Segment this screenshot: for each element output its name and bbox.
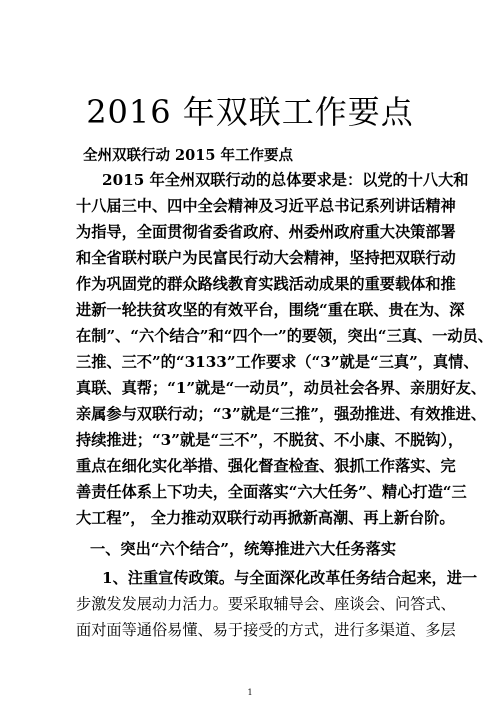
body-line: 面对面等通俗易懂、易于接受的方式，进行多渠道、多层 (76, 621, 456, 639)
document-title: 2016 年双联工作要点 (86, 93, 414, 131)
body-line: 大工程”， 全力推动双联行动再掀新高潮、再上新台阶。 (76, 509, 455, 527)
body-line: 为指导，全面贯彻省委省政府、州委州政府重大决策部署 (76, 223, 456, 241)
body-line: 重点在细化实化举措、强化督查检查、狠抓工作落实、完 (76, 457, 456, 475)
body-line: 持续推进；“3”就是“三不”，不脱贫、不小康、不脱钩）， (76, 431, 464, 449)
document-subtitle: 全州双联行动 2015 年工作要点 (83, 147, 293, 164)
body-line: 亲属参与双联行动；“3”就是“三推”，强劲推进、有效推进、 (76, 405, 487, 423)
body-line: 步激发发展动力活力。要采取辅导会、座谈会、问答式、 (76, 595, 456, 613)
body-line: 三推、三不”的“3133”工作要求（“3”就是“三真”，真情、 (76, 353, 479, 371)
section-heading: 一、突出“六个结合”，统筹推进六大任务落实 (90, 540, 397, 558)
body-line: 作为巩固党的群众路线教育实践活动成果的重要载体和推 (76, 275, 456, 293)
body-line: 1、注重宣传政策。与全面深化改革任务结合起来，进一 (102, 569, 478, 587)
body-line: 2015 年全州双联行动的总体要求是：以党的十八大和 (102, 171, 469, 189)
body-line: 十八届三中、四中全会精神及习近平总书记系列讲话精神 (76, 197, 456, 215)
body-line: 和全省联村联户为民富民行动大会精神，坚持把双联行动 (76, 249, 456, 267)
page-number: 1 (247, 688, 253, 697)
body-line: 真联、真帮；“1”就是“一动员”，动员社会各界、亲朋好友、 (76, 379, 487, 397)
body-line: 善责任体系上下功夫，全面落实“六大任务”、精心打造“三 (76, 483, 467, 501)
body-line: 进新一轮扶贫攻坚的有效平台，围绕“重在联、贵在为、深 (76, 301, 465, 319)
body-line: 在制”、“六个结合”和“四个一”的要领，突出“三真、一动员、 (76, 327, 493, 345)
